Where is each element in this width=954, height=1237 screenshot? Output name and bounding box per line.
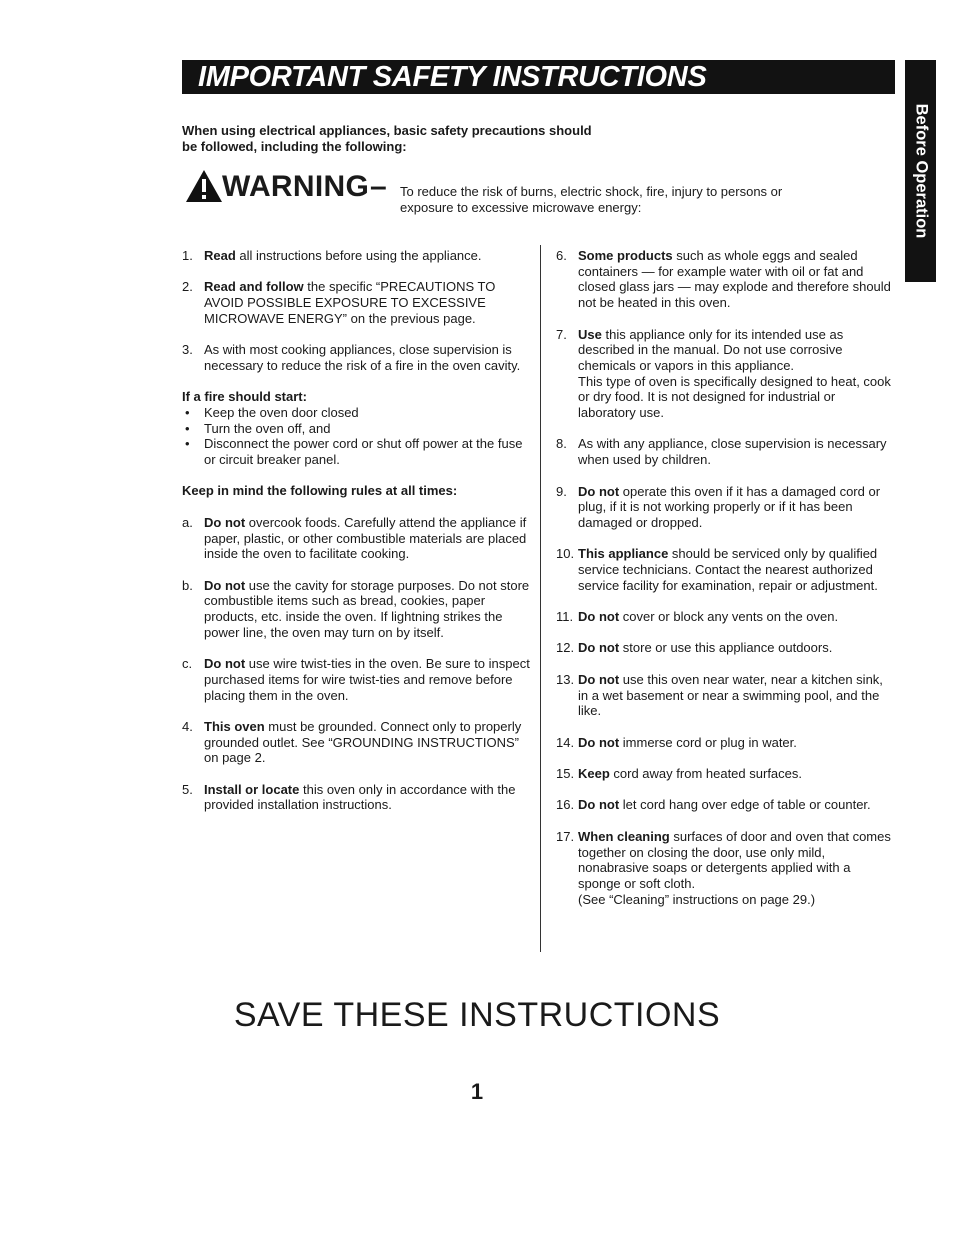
fire-heading: If a fire should start: <box>182 389 307 405</box>
item-text <box>578 829 896 892</box>
bullet-mark: • <box>185 436 190 452</box>
item-number: 2. <box>182 279 193 295</box>
item-lead: Do not <box>578 640 620 656</box>
item-body: should be serviced only by qualified service technicians. Contact the nearest authorized service facility for examination, repair or adjustment. <box>578 546 878 593</box>
item-number: 16. <box>556 797 575 813</box>
warning-triangle-icon <box>184 168 224 204</box>
item-number: a. <box>182 514 193 530</box>
item-body: store or use this appliance outdoors. <box>619 640 833 656</box>
instruction-item <box>556 766 896 782</box>
item-lead: Read and follow <box>204 279 304 295</box>
bullet-text: Disconnect the power cord or shut off power at the fuse or circuit breaker panel. <box>204 436 523 468</box>
instruction-item <box>556 327 896 421</box>
item-lead: Keep <box>578 766 610 782</box>
item-lead: Read <box>204 248 236 263</box>
item-body: such as whole eggs and sealed containers — for example water with oil or fat and closed glass jars — may explode and therefore should not be heated in this oven. <box>578 248 891 311</box>
item-extra: (See “Cleaning” instructions on page 29.) <box>578 891 816 907</box>
instruction-item <box>556 735 896 751</box>
item-text <box>578 797 896 813</box>
item-text <box>578 766 896 782</box>
column-divider <box>540 245 541 952</box>
item-body: surfaces of door and oven that comes together on closing the door, use only mild, nonabrasive soaps or detergents applied with a sponge or soft cloth. <box>578 828 891 891</box>
side-tab-label: Before Operation <box>912 103 930 239</box>
rule-item <box>182 656 530 703</box>
bullet-text: Turn the oven off, and <box>204 420 331 436</box>
item-lead: Some products <box>578 248 673 263</box>
item-lead: When cleaning <box>578 828 670 844</box>
instruction-item <box>556 248 896 311</box>
item-text <box>204 578 530 641</box>
item-body: As with most cooking appliances, close supervision is necessary to reduce the risk of a fire in the oven cavity. <box>204 342 521 373</box>
item-text <box>204 515 530 562</box>
item-body: cord away from heated surfaces. <box>609 766 802 782</box>
item-text <box>204 248 530 264</box>
instruction-item <box>556 436 896 467</box>
item-lead: This appliance <box>578 546 669 562</box>
item-lead: This oven <box>204 718 265 734</box>
item-text <box>578 546 896 593</box>
warning-dash: – <box>370 170 387 203</box>
instruction-item <box>556 672 896 719</box>
item-number: 8. <box>556 436 567 452</box>
warning-text: To reduce the risk of burns, electric shock, fire, injury to persons or exposure to excessive microwave energy: <box>400 184 783 215</box>
item-extra: This type of oven is specifically designed to heat, cook or dry food. It is not designed for industrial or laboratory use. <box>578 373 891 421</box>
item-number: 1. <box>182 248 193 263</box>
item-lead: Use <box>578 326 602 342</box>
item-number: b. <box>182 577 193 593</box>
item-text <box>204 656 530 703</box>
item-number: 6. <box>556 248 567 263</box>
item-text <box>578 609 896 625</box>
instruction-item <box>182 719 530 766</box>
item-number: 13. <box>556 671 575 687</box>
item-body: use this oven near water, near a kitchen sink, in a wet basement or near a swimming pool, and the like. <box>578 671 883 719</box>
section-side-tab <box>905 60 936 282</box>
fire-bullet-item <box>182 421 530 437</box>
item-body: overcook foods. Carefully attend the appliance if paper, plastic, or other combustible materials are placed inside the oven to facilitate cooking. <box>204 514 527 562</box>
fire-bullet-item <box>182 436 530 467</box>
page-title: IMPORTANT SAFETY INSTRUCTIONS <box>198 61 707 93</box>
item-number: c. <box>182 656 193 672</box>
bullet-mark: • <box>185 404 190 420</box>
item-lead: Do not <box>578 734 620 750</box>
instruction-item <box>556 640 896 656</box>
item-number: 15. <box>556 766 575 782</box>
item-number: 14. <box>556 734 575 750</box>
item-number: 17. <box>556 828 575 844</box>
item-lead: Do not <box>578 797 620 813</box>
item-text <box>204 719 530 766</box>
intro-text: When using electrical appliances, basic safety precautions should be followed, including the following: <box>182 123 592 154</box>
instruction-item <box>182 342 530 373</box>
instruction-item <box>556 484 896 531</box>
rules-heading: Keep in mind the following rules at all times: <box>182 483 458 499</box>
item-number: 3. <box>182 342 193 358</box>
item-text <box>578 735 896 751</box>
bullet-text: Keep the oven door closed <box>204 404 359 420</box>
bullet-mark: • <box>185 420 190 436</box>
item-number: 4. <box>182 718 193 734</box>
item-number: 9. <box>556 483 567 499</box>
item-text <box>204 342 530 373</box>
item-lead: Do not <box>204 656 246 672</box>
item-body: the specific “PRECAUTIONS TO AVOID POSSIBLE EXPOSURE TO EXCESSIVE MICROWAVE ENERGY” on the previous page. <box>204 279 496 326</box>
item-text <box>578 436 896 467</box>
item-text <box>578 484 896 531</box>
item-number: 12. <box>556 640 575 656</box>
item-body: use the cavity for storage purposes. Do not store combustible items such as bread, cookies, paper products, etc. inside the oven. If lightning strikes the power line, the oven may turn on by itself. <box>204 577 530 640</box>
item-lead: Install or locate <box>204 781 300 797</box>
item-text <box>578 327 896 374</box>
right-column <box>556 248 896 923</box>
item-text <box>578 672 896 719</box>
item-lead: Do not <box>204 514 246 530</box>
item-lead: Do not <box>578 671 620 687</box>
instruction-item <box>556 609 896 625</box>
instruction-item <box>556 546 896 593</box>
item-number: 10. <box>556 546 575 562</box>
item-lead: Do not <box>578 609 620 625</box>
instruction-item <box>182 279 530 326</box>
fire-bullet-list <box>182 405 530 468</box>
item-number: 7. <box>556 326 567 342</box>
instruction-item <box>556 829 896 908</box>
item-number: 11. <box>556 609 574 625</box>
item-text <box>204 782 530 813</box>
item-lead: Do not <box>204 577 246 593</box>
instruction-item <box>556 797 896 813</box>
rule-item <box>182 515 530 562</box>
item-lead: Do not <box>578 483 620 499</box>
item-body: must be grounded. Connect only to properly grounded outlet. See “GROUNDING INSTRUCTIONS” on page 2. <box>204 718 522 766</box>
item-number: 5. <box>182 781 193 797</box>
save-instructions-heading: SAVE THESE INSTRUCTIONS <box>233 996 721 1034</box>
instruction-item <box>182 782 530 813</box>
instruction-item <box>182 248 530 264</box>
item-body: this appliance only for its intended use as described in the manual. Do not use corrosive chemicals or vapors in this appliance. <box>578 326 844 373</box>
item-text <box>578 640 896 656</box>
title-banner <box>182 60 895 94</box>
item-body: this oven only in accordance with the provided installation instructions. <box>204 781 516 813</box>
item-body: use wire twist-ties in the oven. Be sure to inspect purchased items for wire twist-ties and remove before placing them in the oven. <box>204 656 530 703</box>
item-text <box>204 279 530 326</box>
item-body: immerse cord or plug in water. <box>619 734 797 750</box>
warning-label: WARNING <box>222 170 370 203</box>
item-body: As with any appliance, close supervision is necessary when used by children. <box>578 436 887 468</box>
item-text <box>578 248 896 311</box>
item-body: cover or block any vents on the oven. <box>619 609 839 625</box>
item-body: operate this oven if it has a damaged cord or plug, if it is not working properly or if it has been damaged or dropped. <box>578 483 881 530</box>
fire-bullet-item <box>182 405 530 421</box>
left-column <box>182 248 530 829</box>
page-number: 1 <box>470 1079 484 1104</box>
item-body: all instructions before using the appliance. <box>235 248 482 263</box>
item-body: let cord hang over edge of table or counter. <box>619 797 871 813</box>
rule-item <box>182 578 530 641</box>
